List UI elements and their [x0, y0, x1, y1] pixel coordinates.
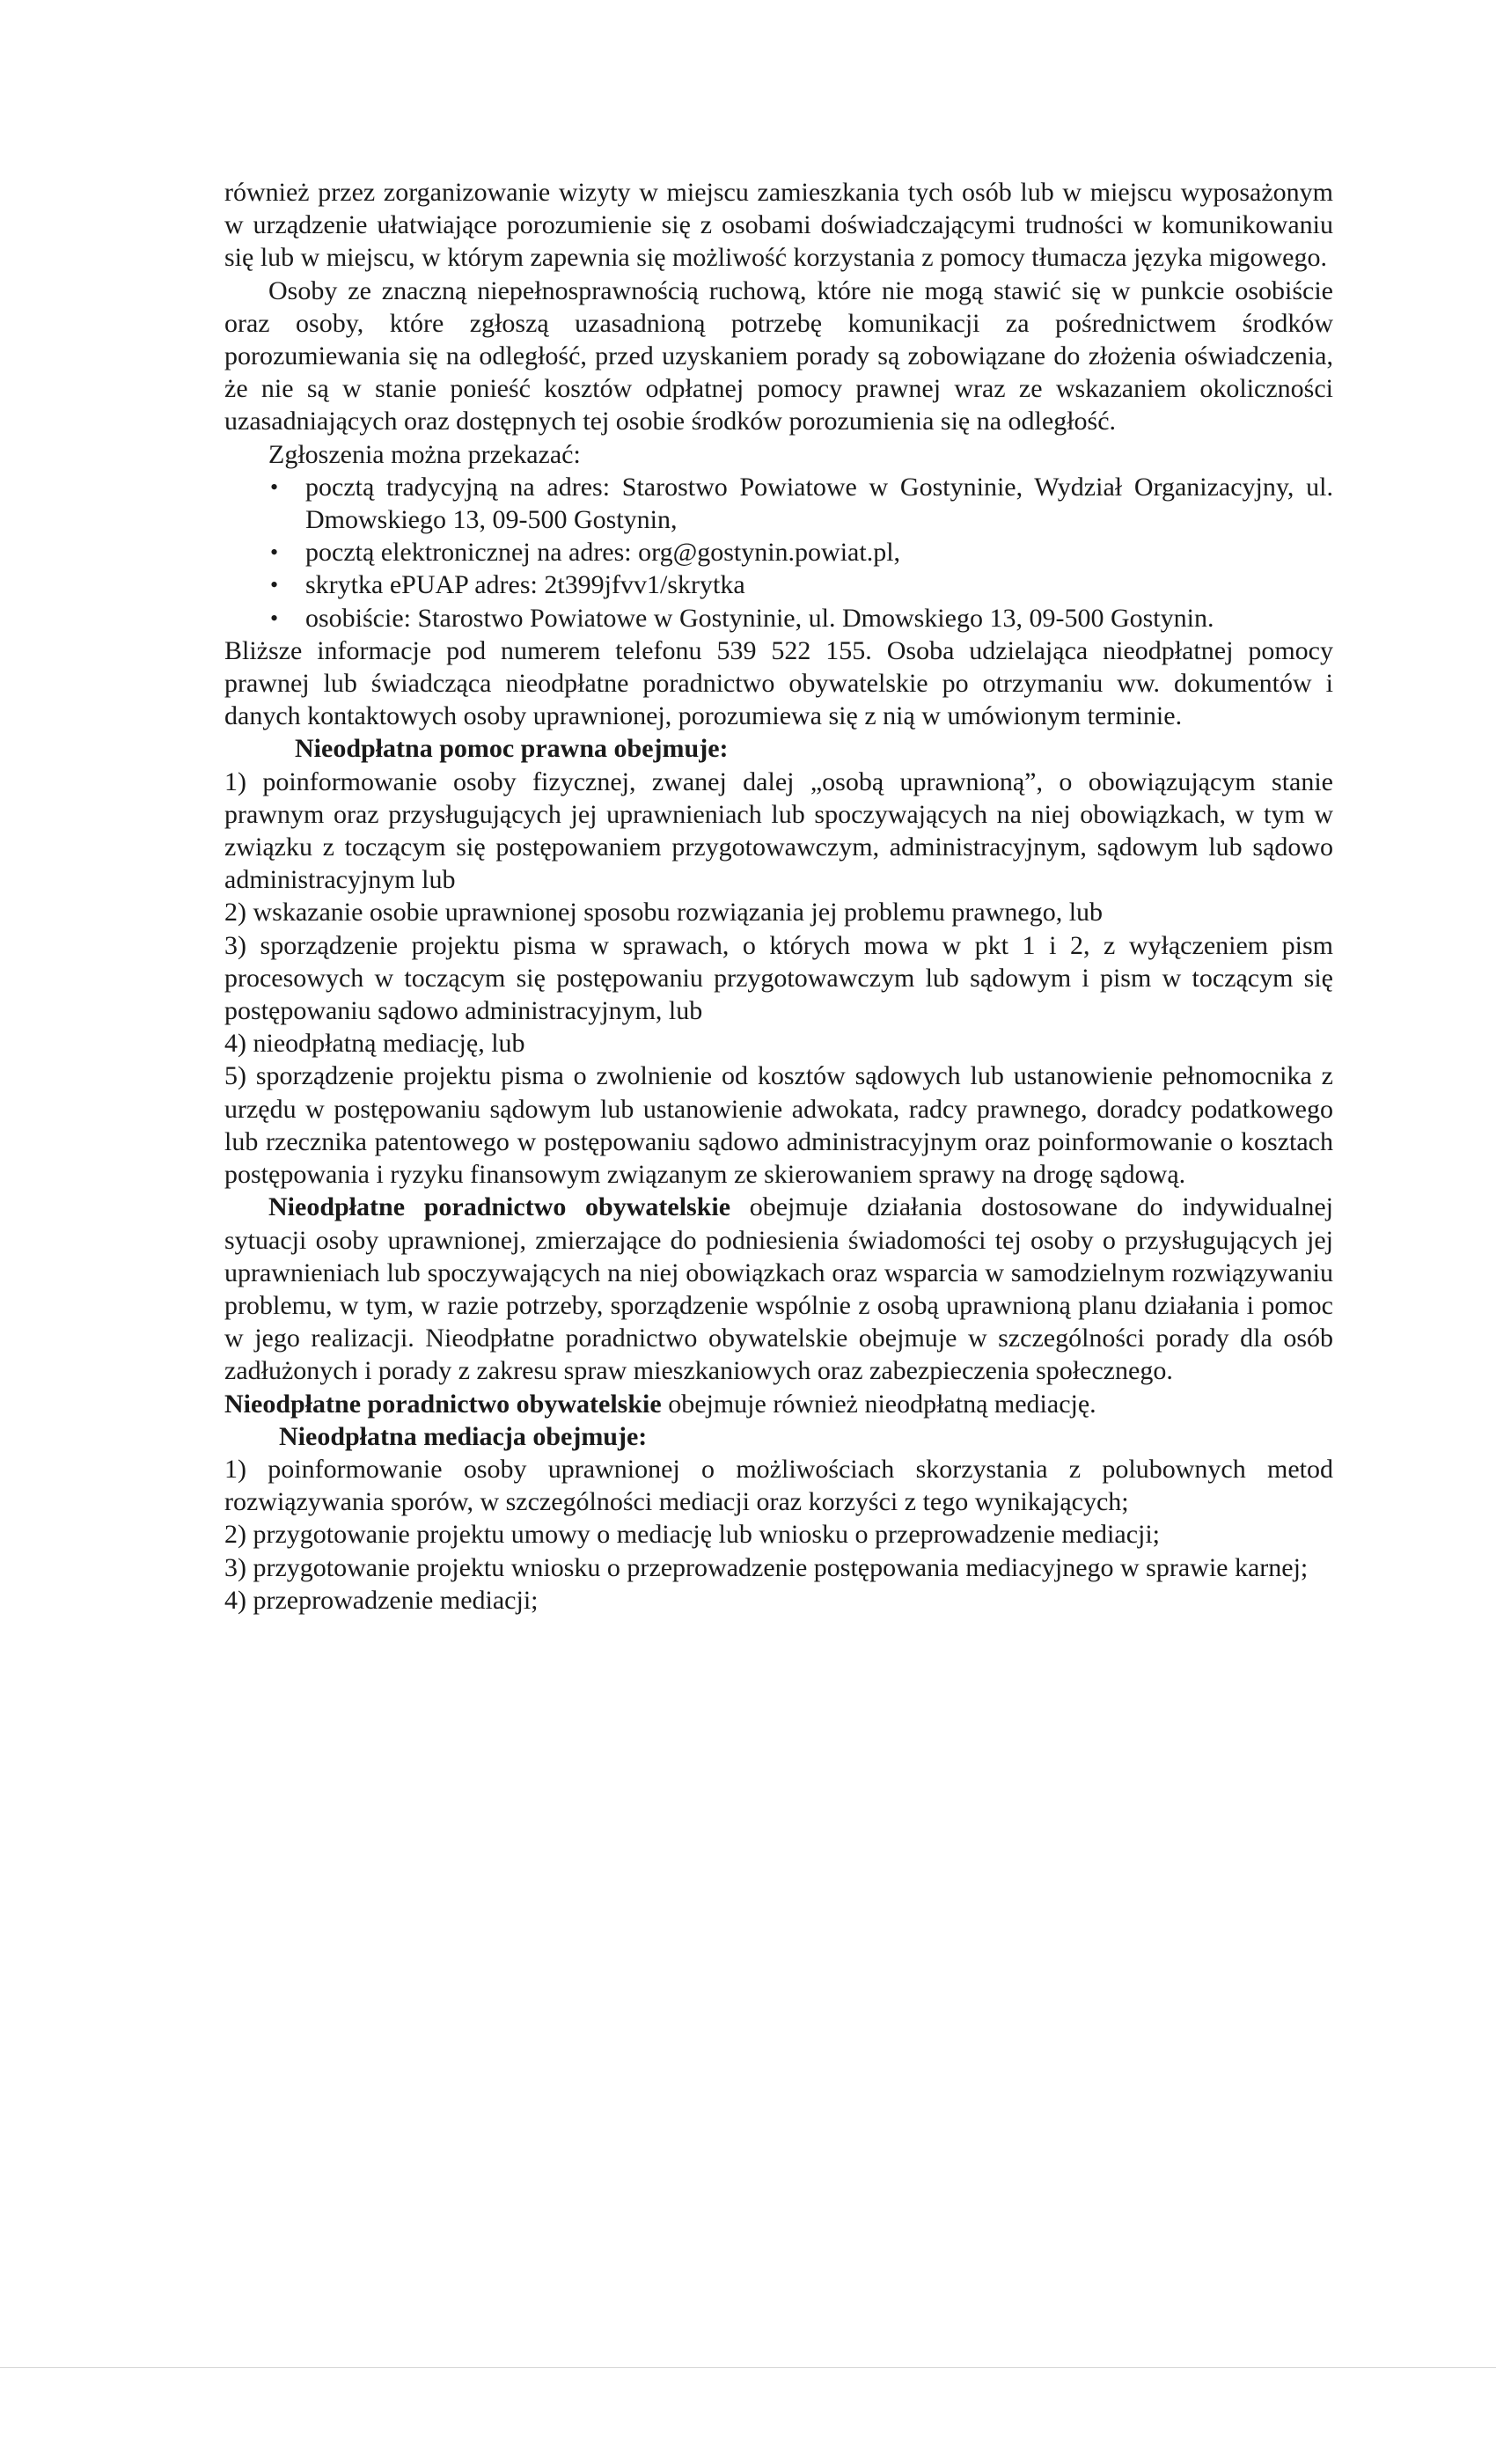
- list-item: 4) przeprowadzenie mediacji;: [224, 1585, 539, 1615]
- list-item: 5) sporządzenie projektu pisma o zwolnienie od kosztów sądowych lub ustanowienie pełnomocnika z urzędu w postępowaniu sądowym lub ustanowienie adwokata, radcy prawnego, doradcy podatkowego lub rzecznika patentowego w postępowaniu sądowo administracyjnym oraz poinformowanie o kosztach postępowania i ryzyku finansowym związanym ze skierowaniem sprawy na drogę sądową.: [224, 1061, 1333, 1190]
- civic-advice-term: Nieodpłatne poradnictwo obywatelskie: [224, 1389, 662, 1419]
- civic-mediation-text: obejmuje również nieodpłatną mediację.: [661, 1389, 1096, 1419]
- submission-list: [224, 471, 1333, 634]
- list-item: • skrytka ePUAP adres: 2t399jfvv1/skrytka: [270, 568, 1333, 601]
- heading-legal-aid: Nieodpłatna pomoc prawna obejmuje:: [295, 734, 729, 764]
- list-item: 3) sporządzenie projektu pisma w sprawach, o których mowa w pkt 1 i 2, z wyłączeniem pism procesowych w toczącym się postępowaniu przygotowawczym lub sądowym i pism w toczącym się postępowaniu sądowo administracyjnym, lub: [224, 930, 1333, 1026]
- list-item: 1) poinformowanie osoby uprawnionej o możliwościach skorzystania z polubownych metod rozwiązywania sporów, w szczególności mediacji oraz korzyści z tego wynikających;: [224, 1454, 1333, 1517]
- paragraph-disability: Osoby ze znaczną niepełnosprawnością ruchową, które nie mogą stawić się w punkcie osobiście oraz osoby, które zgłoszą uzasadnioną potrzebę komunikacji za pośrednictwem środków porozumiewania się na odległość, przed uzyskaniem porady są zobowiązane do złożenia oświadczenia, że nie są w stanie ponieść kosztów odpłatnej pomocy prawnej wraz ze wskazaniem okoliczności uzasadniających oraz dostępnych tej osobie środków porozumienia się na odległość.: [224, 275, 1333, 436]
- paragraph-civic-advice: [224, 1191, 1333, 1387]
- scan-edge-line: [0, 2367, 1496, 2368]
- list-item: 2) przygotowanie projektu umowy o mediację lub wniosku o przeprowadzenie mediacji;: [224, 1520, 1161, 1550]
- civic-advice-term: Nieodpłatne poradnictwo obywatelskie: [268, 1192, 731, 1222]
- list-item: • pocztą elektronicznej na adres: org@gostynin.powiat.pl,: [270, 536, 1333, 568]
- civic-advice-text: obejmuje działania dostosowane do indywidualnej sytuacji osoby uprawnionej, zmierzające do podniesienia świadomości tej osoby o przysługujących jej uprawnieniach lub spoczywających na niej obowiązkach oraz wsparcia w samodzielnym rozwiązywaniu problemu, w tym, w razie potrzeby, sporządzenie wspólnie z osobą uprawnioną planu działania i pomoc w jego realizacji. Nieodpłatne poradnictwo obywatelskie obejmuje w szczególności porady dla osób zadłużonych i porady z zakresu spraw mieszkaniowych oraz zabezpieczenia społecznego.: [224, 1192, 1333, 1386]
- paragraph-submissions: Zgłoszenia można przekazać:: [268, 439, 581, 469]
- list-item: 4) nieodpłatną mediację, lub: [224, 1029, 525, 1059]
- paragraph-intro: również przez zorganizowanie wizyty w miejscu zamieszkania tych osób lub w miejscu wyposażonym w urządzenie ułatwiające porozumienie się z osobami doświadczającymi trudności w komunikowaniu się lub w miejscu, w którym zapewnia się możliwość korzystania z pomocy tłumacza języka migowego.: [224, 178, 1333, 273]
- heading-mediation: Nieodpłatna mediacja obejmuje:: [279, 1421, 648, 1451]
- list-item: 2) wskazanie osobie uprawnionej sposobu rozwiązania jej problemu prawnego, lub: [224, 898, 1104, 928]
- paragraph-civic-mediation: [224, 1388, 1333, 1420]
- list-item: 3) przygotowanie projektu wniosku o przeprowadzenie postępowania mediacyjnego w sprawie karnej;: [224, 1552, 1309, 1582]
- list-item: • osobiście: Starostwo Powiatowe w Gostyninie, ul. Dmowskiego 13, 09-500 Gostynin.: [270, 602, 1333, 634]
- list-item: • pocztą tradycyjną na adres: Starostwo Powiatowe w Gostyninie, Wydział Organizacyjny, ul. Dmowskiego 13, 09-500 Gostynin,: [270, 471, 1333, 536]
- document-body: [224, 176, 1333, 1617]
- paragraph-contact-info: Bliższe informacje pod numerem telefonu 539 522 155. Osoba udzielająca nieodpłatnej pomocy prawnej lub świadcząca nieodpłatne poradnictwo obywatelskie po otrzymaniu ww. dokumentów i danych kontaktowych osoby uprawnionej, porozumiewa się z nią w umówionym terminie.: [224, 635, 1333, 731]
- list-item: 1) poinformowanie osoby fizycznej, zwanej dalej „osobą uprawnioną”, o obowiązującym stanie prawnym oraz przysługujących jej uprawnieniach lub spoczywających na niej obowiązkach, w tym w związku z toczącym się postępowaniem przygotowawczym, administracyjnym, sądowym lub sądowo administracyjnym lub: [224, 766, 1333, 895]
